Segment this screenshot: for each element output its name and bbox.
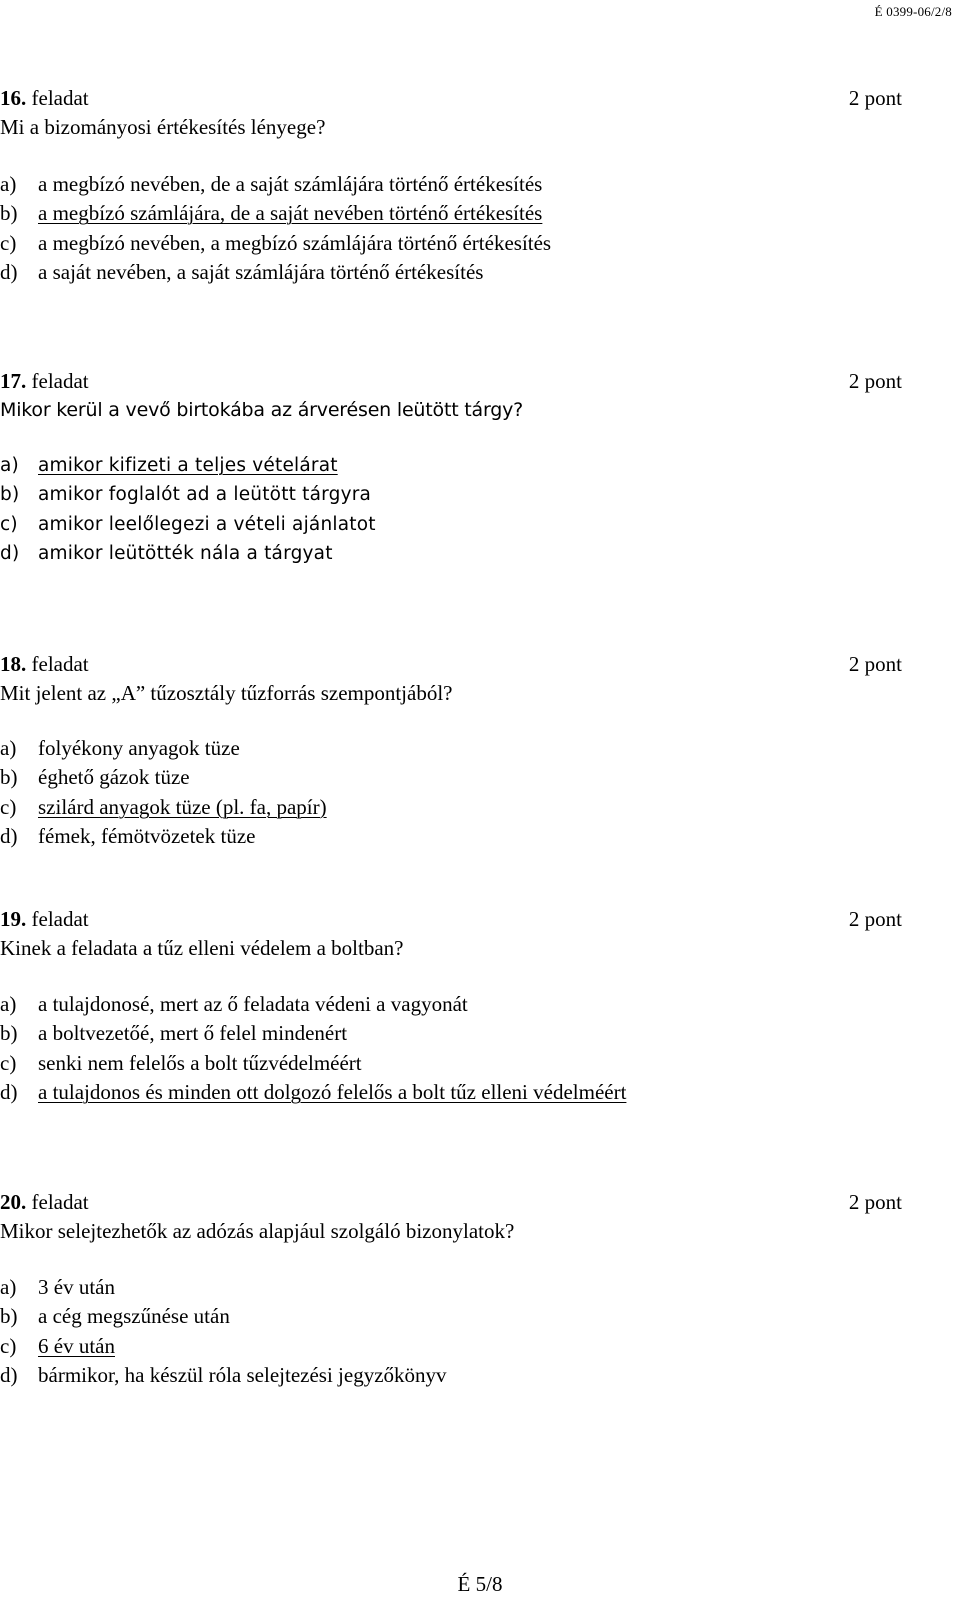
task-number: 20. bbox=[0, 1190, 27, 1214]
option-c: c) szilárd anyagok tüze (pl. fa, papír) bbox=[0, 794, 327, 819]
task-word: feladat bbox=[31, 369, 89, 393]
option-text: a tulajdonosé, mert az ő feladata védeni a vagyonát bbox=[38, 992, 468, 1016]
option-text-correct: a tulajdonos és minden ott dolgozó felelős a bolt tűz elleni védelméért bbox=[38, 1079, 627, 1104]
option-a: a) a tulajdonosé, mert az ő feladata védeni a vagyonát bbox=[0, 992, 468, 1016]
option-text: a saját nevében, a saját számlájára történő értékesítés bbox=[38, 259, 484, 284]
task-header bbox=[0, 1188, 902, 1217]
option-list bbox=[0, 1273, 902, 1390]
task-question: Mikor selejtezhetők az adózás alapjául szolgáló bizonylatok? bbox=[0, 1219, 515, 1243]
option-text: 3 év után bbox=[38, 1275, 115, 1299]
task-number: 18. bbox=[0, 652, 27, 676]
task-header bbox=[0, 367, 902, 396]
option-text: fémek, fémötvözetek tüze bbox=[38, 823, 256, 848]
task-header bbox=[0, 905, 902, 934]
task-points: 2 pont bbox=[848, 86, 902, 110]
option-text: folyékony anyagok tüze bbox=[38, 736, 240, 760]
task-word: feladat bbox=[31, 652, 89, 676]
option-b: b) a megbízó számlájára, de a saját nevében történő értékesítés bbox=[0, 201, 543, 226]
option-a: a) a megbízó nevében, de a saját számlájára történő értékesítés bbox=[0, 172, 543, 196]
option-d: d) a saját nevében, a saját számlájára történő értékesítés bbox=[0, 259, 484, 284]
option-text-correct: 6 év után bbox=[38, 1333, 115, 1358]
task-18 bbox=[0, 650, 902, 851]
task-number: 19. bbox=[0, 907, 27, 931]
option-list bbox=[0, 170, 902, 287]
option-d: d) bármikor, ha készül róla selejtezési jegyzőkönyv bbox=[0, 1362, 447, 1387]
option-text: éghető gázok tüze bbox=[38, 765, 190, 790]
option-list bbox=[0, 451, 902, 568]
option-a: a) amikor kifizeti a teljes vételárat bbox=[0, 455, 338, 476]
task-17 bbox=[0, 367, 902, 568]
option-text: a megbízó nevében, a megbízó számlájára történő értékesítés bbox=[38, 230, 552, 255]
task-16 bbox=[0, 84, 902, 287]
task-points: 2 pont bbox=[848, 907, 902, 931]
option-c: c) a megbízó nevében, a megbízó számlájára történő értékesítés bbox=[0, 230, 552, 255]
option-text: bármikor, ha készül róla selejtezési jegyzőkönyv bbox=[38, 1362, 447, 1387]
option-d: d) a tulajdonos és minden ott dolgozó felelős a bolt tűz elleni védelméért bbox=[0, 1079, 627, 1104]
page-number: É 5/8 bbox=[457, 1572, 503, 1596]
option-text-correct: amikor kifizeti a teljes vételárat bbox=[38, 455, 338, 476]
task-number: 17. bbox=[0, 369, 27, 393]
option-d: d) amikor leütötték nála a tárgyat bbox=[0, 542, 333, 564]
option-a: a) folyékony anyagok tüze bbox=[0, 736, 240, 760]
option-b: b) éghető gázok tüze bbox=[0, 765, 190, 790]
option-text: amikor leütötték nála a tárgyat bbox=[38, 542, 333, 564]
task-question: Kinek a feladata a tűz elleni védelem a boltban? bbox=[0, 936, 404, 960]
option-text: a cég megszűnése után bbox=[38, 1304, 230, 1329]
option-b: b) a boltvezetőé, mert ő felel mindenért bbox=[0, 1021, 348, 1046]
option-c: c) amikor leelőlegezi a vételi ajánlatot bbox=[0, 513, 376, 535]
task-19 bbox=[0, 905, 902, 1107]
task-word: feladat bbox=[31, 907, 89, 931]
option-c: c) senki nem felelős a bolt tűzvédelméért bbox=[0, 1050, 362, 1075]
option-text: amikor leelőlegezi a vételi ajánlatot bbox=[38, 513, 376, 535]
task-20 bbox=[0, 1188, 902, 1390]
option-a: a) 3 év után bbox=[0, 1275, 115, 1299]
task-header bbox=[0, 84, 902, 113]
task-points: 2 pont bbox=[848, 652, 902, 676]
option-text: amikor foglalót ad a leütött tárgyra bbox=[38, 484, 372, 506]
option-text: a megbízó nevében, de a saját számlájára történő értékesítés bbox=[38, 172, 543, 196]
task-points: 2 pont bbox=[848, 369, 902, 393]
option-text: senki nem felelős a bolt tűzvédelméért bbox=[38, 1050, 362, 1075]
option-b: b) amikor foglalót ad a leütött tárgyra bbox=[0, 484, 372, 506]
option-text-correct: szilárd anyagok tüze (pl. fa, papír) bbox=[38, 794, 327, 819]
task-number: 16. bbox=[0, 86, 27, 110]
document-code: É 0399-06/2/8 bbox=[874, 4, 952, 19]
option-c: c) 6 év után bbox=[0, 1333, 115, 1358]
task-points: 2 pont bbox=[848, 1190, 902, 1214]
option-text: a boltvezetőé, mert ő felel mindenért bbox=[38, 1021, 348, 1046]
option-list bbox=[0, 734, 902, 851]
option-b: b) a cég megszűnése után bbox=[0, 1304, 230, 1329]
task-question: Mit jelent az „A” tűzosztály tűzforrás szempontjából? bbox=[0, 681, 453, 705]
task-header bbox=[0, 650, 902, 679]
task-word: feladat bbox=[31, 86, 89, 110]
option-text-correct: a megbízó számlájára, de a saját nevében történő értékesítés bbox=[38, 201, 543, 226]
task-word: feladat bbox=[31, 1190, 89, 1214]
option-list bbox=[0, 990, 902, 1107]
option-d: d) fémek, fémötvözetek tüze bbox=[0, 823, 256, 848]
task-question: Mikor kerül a vevő birtokába az árverésen leütött tárgy? bbox=[0, 399, 524, 421]
task-question: Mi a bizományosi értékesítés lényege? bbox=[0, 115, 326, 139]
